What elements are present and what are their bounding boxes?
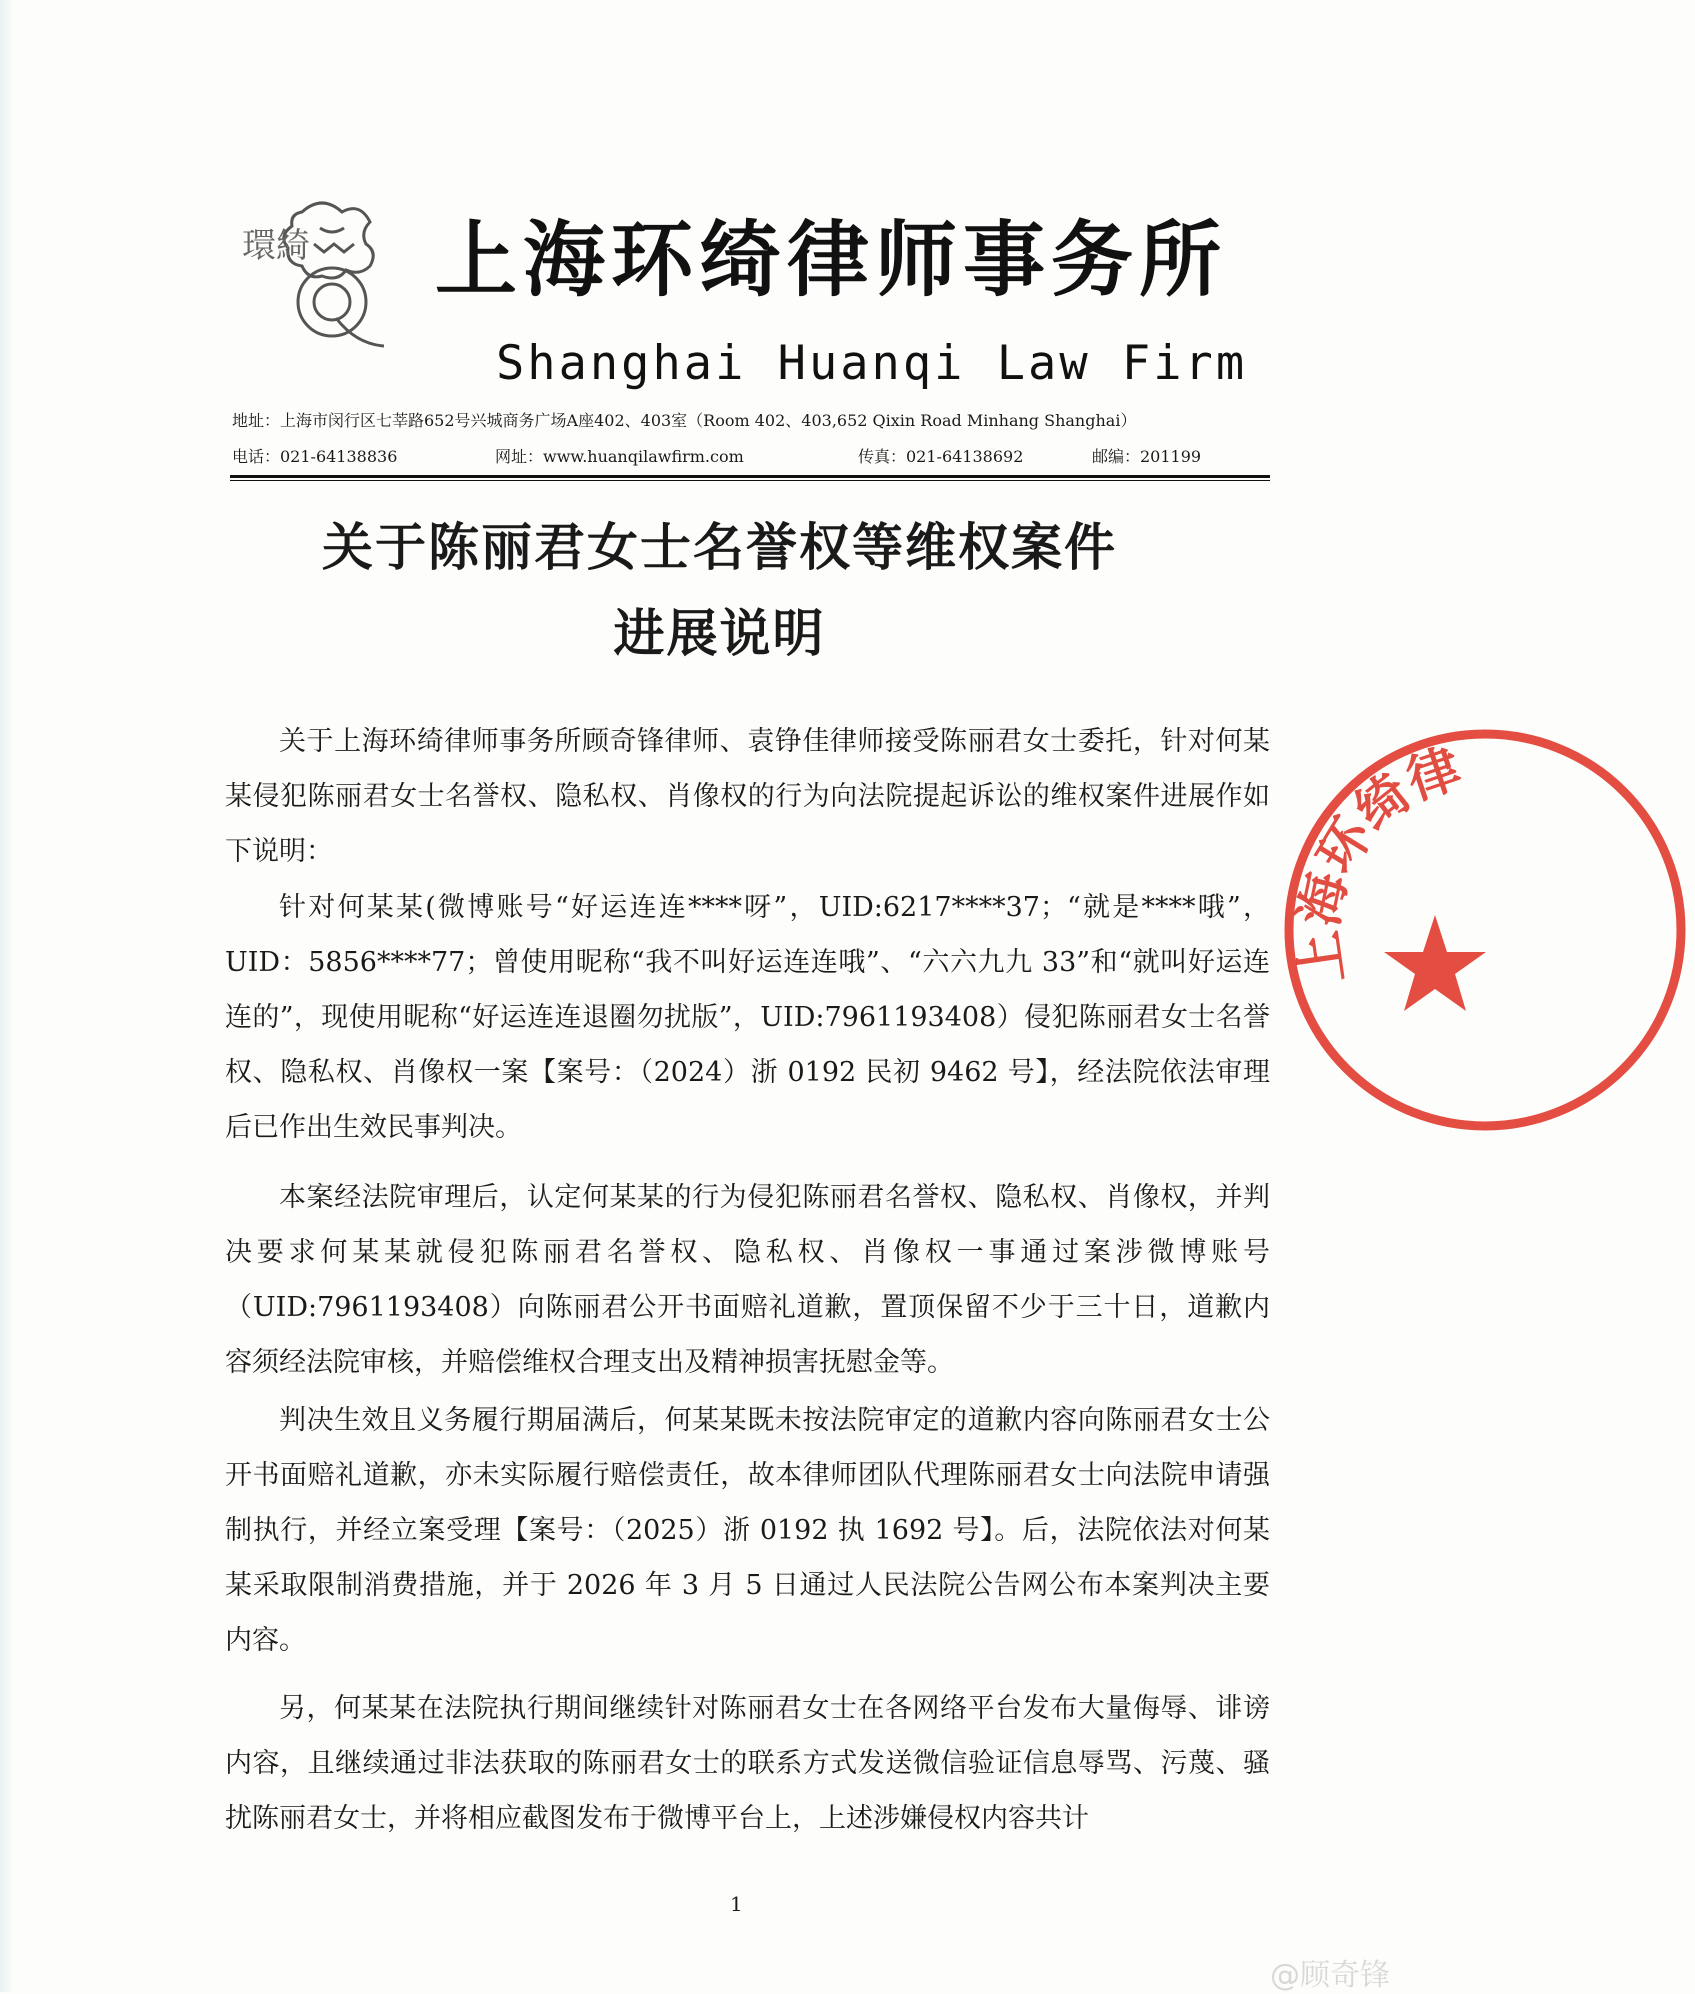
doc-title-line1: 关于陈丽君女士名誉权等维权案件 <box>321 519 1117 578</box>
firm-logo <box>232 192 392 362</box>
firm-phone: 电话：021-64138836 <box>232 447 398 466</box>
page-number: 1 <box>730 1892 743 1916</box>
red-seal-stamp <box>1275 720 1695 1140</box>
header-rule-thick <box>230 475 1270 478</box>
header-rule-thin <box>230 480 1270 481</box>
firm-name-en: Shanghai Huanqi Law Firm <box>496 336 1248 391</box>
firm-address: 地址：上海市闵行区七莘路652号兴城商务广场A座402、403室（Room 402、403,652 Qixin Road Minhang Shanghai） <box>232 411 1137 430</box>
firm-name-cn: 上海环绮律师事务所 <box>435 212 1228 308</box>
paragraph-additional: 另，何某某在法院执行期间继续针对陈丽君女士在各网络平台发布大量侮辱、诽谤内容，且继续通过非法获取的陈丽君女士的联系方式发送微信验证信息辱骂、污蔑、骚扰陈丽君女士，并将相应截图发布于微博平台上，上述涉嫌侵权内容共计 <box>225 1693 1270 1834</box>
paragraph-enforcement: 判决生效且义务履行期届满后，何某某既未按法院审定的道歉内容向陈丽君女士公开书面赔礼道歉，亦未实际履行赔偿责任，故本律师团队代理陈丽君女士向法院申请强制执行，并经立案受理【案号：（2025）浙 0192 执 1692 号】。后，法院依法对何某某采取限制消费措施，并于 2026 年 3 月 5 日通过人民法院公告网公布本案判决主要内容。 <box>225 1405 1270 1656</box>
paragraph-case: 针对何某某(微博账号“好运连连****呀”，UID:6217****37；“就是****哦”，UID：5856****77；曾使用昵称“我不叫好运连连哦”、“六六九九 33”和“就叫好运连连的”，现使用昵称“好运连连退圈勿扰版”，UID:7961193408）侵犯陈丽君女士名誉权、隐私权、肖像权一案【案号：（2024）浙 0192 民初 9462 号】，经法院依法审理后已作出生效民事判决。 <box>225 892 1270 1143</box>
paragraph-intro: 关于上海环绮律师事务所顾奇锋律师、袁铮佳律师接受陈丽君女士委托，针对何某某侵犯陈丽君女士名誉权、隐私权、肖像权的行为向法院提起诉讼的维权案件进展作如下说明： <box>225 726 1270 867</box>
weibo-watermark: @顾奇锋 <box>1270 1958 1390 1993</box>
doc-title-line2: 进展说明 <box>613 605 826 664</box>
firm-fax: 传真：021-64138692 <box>858 447 1024 466</box>
seal-text: 上海环绮律 <box>1288 738 1469 988</box>
scan-edge <box>0 0 14 1992</box>
firm-postcode: 邮编：201199 <box>1092 447 1202 466</box>
logo-text: 環綺 <box>242 226 310 266</box>
paragraph-judgment: 本案经法院审理后，认定何某某的行为侵犯陈丽君名誉权、隐私权、肖像权，并判决要求何某某就侵犯陈丽君名誉权、隐私权、肖像权一事通过案涉微博账号（UID:7961193408）向陈丽君公开书面赔礼道歉，置顶保留不少于三十日，道歉内容须经法院审核，并赔偿维权合理支出及精神损害抚慰金等。 <box>225 1182 1270 1378</box>
firm-website: 网址：www.huanqilawfirm.com <box>495 447 744 466</box>
